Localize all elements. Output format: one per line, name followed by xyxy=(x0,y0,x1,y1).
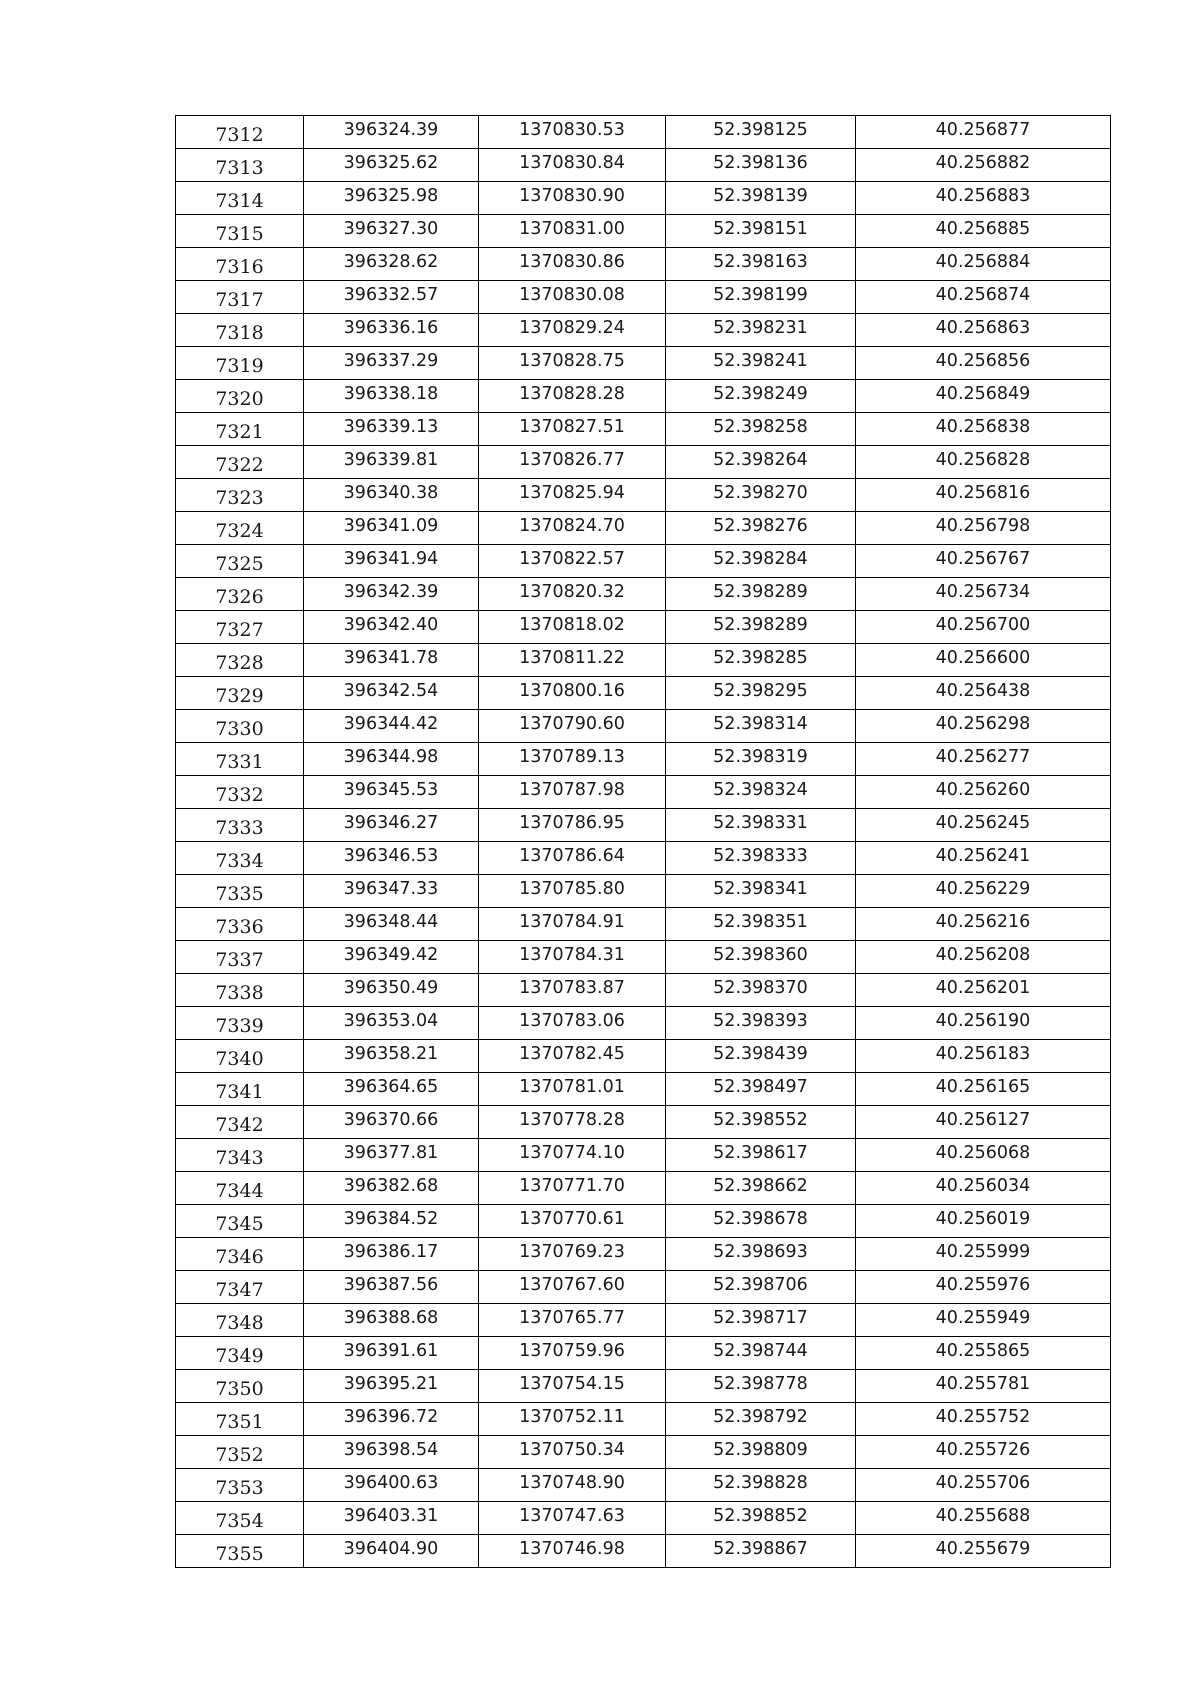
latitude-cell: 52.398295 xyxy=(666,677,856,710)
point-number-cell: 7326 xyxy=(176,578,304,611)
longitude-cell: 40.256201 xyxy=(856,974,1111,1007)
y-coordinate-cell: 1370831.00 xyxy=(479,215,666,248)
y-coordinate-cell: 1370781.01 xyxy=(479,1073,666,1106)
table-row xyxy=(176,1403,1111,1436)
table-row xyxy=(176,248,1111,281)
y-coordinate-cell: 1370765.77 xyxy=(479,1304,666,1337)
longitude-cell: 40.256767 xyxy=(856,545,1111,578)
longitude-cell: 40.256127 xyxy=(856,1106,1111,1139)
table-row xyxy=(176,776,1111,809)
x-coordinate-cell: 396348.44 xyxy=(304,908,479,941)
y-coordinate-cell: 1370767.60 xyxy=(479,1271,666,1304)
table-row xyxy=(176,182,1111,215)
point-number-cell: 7319 xyxy=(176,347,304,380)
x-coordinate-cell: 396337.29 xyxy=(304,347,479,380)
point-number-cell: 7353 xyxy=(176,1469,304,1502)
x-coordinate-cell: 396370.66 xyxy=(304,1106,479,1139)
table-row xyxy=(176,809,1111,842)
latitude-cell: 52.398706 xyxy=(666,1271,856,1304)
table-row xyxy=(176,908,1111,941)
x-coordinate-cell: 396347.33 xyxy=(304,875,479,908)
longitude-cell: 40.256245 xyxy=(856,809,1111,842)
y-coordinate-cell: 1370786.95 xyxy=(479,809,666,842)
x-coordinate-cell: 396328.62 xyxy=(304,248,479,281)
latitude-cell: 52.398809 xyxy=(666,1436,856,1469)
point-number-cell: 7330 xyxy=(176,710,304,743)
y-coordinate-cell: 1370820.32 xyxy=(479,578,666,611)
latitude-cell: 52.398314 xyxy=(666,710,856,743)
point-number-cell: 7318 xyxy=(176,314,304,347)
table-row xyxy=(176,743,1111,776)
table-row xyxy=(176,611,1111,644)
longitude-cell: 40.256882 xyxy=(856,149,1111,182)
y-coordinate-cell: 1370782.45 xyxy=(479,1040,666,1073)
longitude-cell: 40.256068 xyxy=(856,1139,1111,1172)
point-number-cell: 7322 xyxy=(176,446,304,479)
x-coordinate-cell: 396349.42 xyxy=(304,941,479,974)
latitude-cell: 52.398662 xyxy=(666,1172,856,1205)
latitude-cell: 52.398792 xyxy=(666,1403,856,1436)
x-coordinate-cell: 396342.40 xyxy=(304,611,479,644)
table-row xyxy=(176,1535,1111,1568)
point-number-cell: 7317 xyxy=(176,281,304,314)
table-row xyxy=(176,314,1111,347)
latitude-cell: 52.398331 xyxy=(666,809,856,842)
point-number-cell: 7345 xyxy=(176,1205,304,1238)
x-coordinate-cell: 396400.63 xyxy=(304,1469,479,1502)
x-coordinate-cell: 396353.04 xyxy=(304,1007,479,1040)
x-coordinate-cell: 396341.09 xyxy=(304,512,479,545)
table-row xyxy=(176,710,1111,743)
longitude-cell: 40.256260 xyxy=(856,776,1111,809)
y-coordinate-cell: 1370784.31 xyxy=(479,941,666,974)
x-coordinate-cell: 396332.57 xyxy=(304,281,479,314)
latitude-cell: 52.398241 xyxy=(666,347,856,380)
point-number-cell: 7348 xyxy=(176,1304,304,1337)
x-coordinate-cell: 396345.53 xyxy=(304,776,479,809)
latitude-cell: 52.398778 xyxy=(666,1370,856,1403)
longitude-cell: 40.256190 xyxy=(856,1007,1111,1040)
latitude-cell: 52.398319 xyxy=(666,743,856,776)
x-coordinate-cell: 396386.17 xyxy=(304,1238,479,1271)
table-row xyxy=(176,875,1111,908)
point-number-cell: 7323 xyxy=(176,479,304,512)
x-coordinate-cell: 396324.39 xyxy=(304,116,479,149)
x-coordinate-cell: 396391.61 xyxy=(304,1337,479,1370)
latitude-cell: 52.398125 xyxy=(666,116,856,149)
longitude-cell: 40.255706 xyxy=(856,1469,1111,1502)
table-row xyxy=(176,413,1111,446)
y-coordinate-cell: 1370754.15 xyxy=(479,1370,666,1403)
latitude-cell: 52.398199 xyxy=(666,281,856,314)
x-coordinate-cell: 396325.98 xyxy=(304,182,479,215)
y-coordinate-cell: 1370825.94 xyxy=(479,479,666,512)
table-row xyxy=(176,1337,1111,1370)
latitude-cell: 52.398249 xyxy=(666,380,856,413)
longitude-cell: 40.256874 xyxy=(856,281,1111,314)
y-coordinate-cell: 1370828.75 xyxy=(479,347,666,380)
x-coordinate-cell: 396342.39 xyxy=(304,578,479,611)
x-coordinate-cell: 396398.54 xyxy=(304,1436,479,1469)
table-row xyxy=(176,974,1111,1007)
longitude-cell: 40.256798 xyxy=(856,512,1111,545)
point-number-cell: 7333 xyxy=(176,809,304,842)
x-coordinate-cell: 396364.65 xyxy=(304,1073,479,1106)
latitude-cell: 52.398744 xyxy=(666,1337,856,1370)
point-number-cell: 7346 xyxy=(176,1238,304,1271)
x-coordinate-cell: 396395.21 xyxy=(304,1370,479,1403)
table-row xyxy=(176,644,1111,677)
point-number-cell: 7349 xyxy=(176,1337,304,1370)
point-number-cell: 7334 xyxy=(176,842,304,875)
longitude-cell: 40.255781 xyxy=(856,1370,1111,1403)
point-number-cell: 7344 xyxy=(176,1172,304,1205)
table-row xyxy=(176,1040,1111,1073)
longitude-cell: 40.255726 xyxy=(856,1436,1111,1469)
longitude-cell: 40.255679 xyxy=(856,1535,1111,1568)
x-coordinate-cell: 396396.72 xyxy=(304,1403,479,1436)
latitude-cell: 52.398828 xyxy=(666,1469,856,1502)
longitude-cell: 40.256229 xyxy=(856,875,1111,908)
latitude-cell: 52.398717 xyxy=(666,1304,856,1337)
y-coordinate-cell: 1370830.86 xyxy=(479,248,666,281)
table-row xyxy=(176,380,1111,413)
longitude-cell: 40.256734 xyxy=(856,578,1111,611)
point-number-cell: 7336 xyxy=(176,908,304,941)
x-coordinate-cell: 396358.21 xyxy=(304,1040,479,1073)
x-coordinate-cell: 396338.18 xyxy=(304,380,479,413)
point-number-cell: 7313 xyxy=(176,149,304,182)
y-coordinate-cell: 1370770.61 xyxy=(479,1205,666,1238)
y-coordinate-cell: 1370785.80 xyxy=(479,875,666,908)
point-number-cell: 7335 xyxy=(176,875,304,908)
y-coordinate-cell: 1370829.24 xyxy=(479,314,666,347)
latitude-cell: 52.398136 xyxy=(666,149,856,182)
y-coordinate-cell: 1370818.02 xyxy=(479,611,666,644)
latitude-cell: 52.398276 xyxy=(666,512,856,545)
longitude-cell: 40.256034 xyxy=(856,1172,1111,1205)
x-coordinate-cell: 396336.16 xyxy=(304,314,479,347)
x-coordinate-cell: 396404.90 xyxy=(304,1535,479,1568)
table-row xyxy=(176,479,1111,512)
point-number-cell: 7337 xyxy=(176,941,304,974)
y-coordinate-cell: 1370786.64 xyxy=(479,842,666,875)
latitude-cell: 52.398439 xyxy=(666,1040,856,1073)
longitude-cell: 40.256277 xyxy=(856,743,1111,776)
longitude-cell: 40.256438 xyxy=(856,677,1111,710)
point-number-cell: 7340 xyxy=(176,1040,304,1073)
y-coordinate-cell: 1370830.08 xyxy=(479,281,666,314)
point-number-cell: 7329 xyxy=(176,677,304,710)
longitude-cell: 40.256828 xyxy=(856,446,1111,479)
longitude-cell: 40.256208 xyxy=(856,941,1111,974)
latitude-cell: 52.398360 xyxy=(666,941,856,974)
y-coordinate-cell: 1370811.22 xyxy=(479,644,666,677)
point-number-cell: 7331 xyxy=(176,743,304,776)
x-coordinate-cell: 396384.52 xyxy=(304,1205,479,1238)
longitude-cell: 40.256241 xyxy=(856,842,1111,875)
table-row xyxy=(176,1304,1111,1337)
x-coordinate-cell: 396377.81 xyxy=(304,1139,479,1172)
point-number-cell: 7327 xyxy=(176,611,304,644)
table-row xyxy=(176,149,1111,182)
longitude-cell: 40.256216 xyxy=(856,908,1111,941)
point-number-cell: 7324 xyxy=(176,512,304,545)
latitude-cell: 52.398393 xyxy=(666,1007,856,1040)
latitude-cell: 52.398333 xyxy=(666,842,856,875)
longitude-cell: 40.256856 xyxy=(856,347,1111,380)
y-coordinate-cell: 1370827.51 xyxy=(479,413,666,446)
point-number-cell: 7338 xyxy=(176,974,304,1007)
table-row xyxy=(176,1073,1111,1106)
longitude-cell: 40.256298 xyxy=(856,710,1111,743)
latitude-cell: 52.398324 xyxy=(666,776,856,809)
x-coordinate-cell: 396340.38 xyxy=(304,479,479,512)
y-coordinate-cell: 1370750.34 xyxy=(479,1436,666,1469)
x-coordinate-cell: 396344.42 xyxy=(304,710,479,743)
longitude-cell: 40.255688 xyxy=(856,1502,1111,1535)
point-number-cell: 7312 xyxy=(176,116,304,149)
y-coordinate-cell: 1370771.70 xyxy=(479,1172,666,1205)
point-number-cell: 7351 xyxy=(176,1403,304,1436)
y-coordinate-cell: 1370783.87 xyxy=(479,974,666,1007)
y-coordinate-cell: 1370778.28 xyxy=(479,1106,666,1139)
x-coordinate-cell: 396327.30 xyxy=(304,215,479,248)
longitude-cell: 40.256884 xyxy=(856,248,1111,281)
table-row xyxy=(176,1205,1111,1238)
y-coordinate-cell: 1370824.70 xyxy=(479,512,666,545)
table-row xyxy=(176,1502,1111,1535)
latitude-cell: 52.398693 xyxy=(666,1238,856,1271)
table-row xyxy=(176,1370,1111,1403)
point-number-cell: 7315 xyxy=(176,215,304,248)
table-row xyxy=(176,545,1111,578)
longitude-cell: 40.256816 xyxy=(856,479,1111,512)
y-coordinate-cell: 1370746.98 xyxy=(479,1535,666,1568)
latitude-cell: 52.398284 xyxy=(666,545,856,578)
y-coordinate-cell: 1370774.10 xyxy=(479,1139,666,1172)
point-number-cell: 7352 xyxy=(176,1436,304,1469)
y-coordinate-cell: 1370783.06 xyxy=(479,1007,666,1040)
longitude-cell: 40.255999 xyxy=(856,1238,1111,1271)
point-number-cell: 7355 xyxy=(176,1535,304,1568)
y-coordinate-cell: 1370830.53 xyxy=(479,116,666,149)
point-number-cell: 7341 xyxy=(176,1073,304,1106)
latitude-cell: 52.398497 xyxy=(666,1073,856,1106)
y-coordinate-cell: 1370789.13 xyxy=(479,743,666,776)
y-coordinate-cell: 1370830.84 xyxy=(479,149,666,182)
point-number-cell: 7350 xyxy=(176,1370,304,1403)
y-coordinate-cell: 1370752.11 xyxy=(479,1403,666,1436)
longitude-cell: 40.256600 xyxy=(856,644,1111,677)
table-row xyxy=(176,1238,1111,1271)
longitude-cell: 40.255865 xyxy=(856,1337,1111,1370)
latitude-cell: 52.398258 xyxy=(666,413,856,446)
latitude-cell: 52.398151 xyxy=(666,215,856,248)
x-coordinate-cell: 396344.98 xyxy=(304,743,479,776)
longitude-cell: 40.256165 xyxy=(856,1073,1111,1106)
coordinates-table-body xyxy=(176,116,1111,1568)
latitude-cell: 52.398289 xyxy=(666,611,856,644)
point-number-cell: 7332 xyxy=(176,776,304,809)
latitude-cell: 52.398617 xyxy=(666,1139,856,1172)
table-row xyxy=(176,1436,1111,1469)
latitude-cell: 52.398351 xyxy=(666,908,856,941)
table-row xyxy=(176,1271,1111,1304)
latitude-cell: 52.398852 xyxy=(666,1502,856,1535)
longitude-cell: 40.256849 xyxy=(856,380,1111,413)
y-coordinate-cell: 1370784.91 xyxy=(479,908,666,941)
latitude-cell: 52.398552 xyxy=(666,1106,856,1139)
point-number-cell: 7347 xyxy=(176,1271,304,1304)
x-coordinate-cell: 396342.54 xyxy=(304,677,479,710)
point-number-cell: 7342 xyxy=(176,1106,304,1139)
y-coordinate-cell: 1370830.90 xyxy=(479,182,666,215)
point-number-cell: 7343 xyxy=(176,1139,304,1172)
latitude-cell: 52.398264 xyxy=(666,446,856,479)
y-coordinate-cell: 1370800.16 xyxy=(479,677,666,710)
longitude-cell: 40.256019 xyxy=(856,1205,1111,1238)
x-coordinate-cell: 396350.49 xyxy=(304,974,479,1007)
x-coordinate-cell: 396339.81 xyxy=(304,446,479,479)
x-coordinate-cell: 396341.94 xyxy=(304,545,479,578)
latitude-cell: 52.398341 xyxy=(666,875,856,908)
x-coordinate-cell: 396403.31 xyxy=(304,1502,479,1535)
x-coordinate-cell: 396387.56 xyxy=(304,1271,479,1304)
y-coordinate-cell: 1370790.60 xyxy=(479,710,666,743)
longitude-cell: 40.255752 xyxy=(856,1403,1111,1436)
coordinates-table xyxy=(175,115,1111,1568)
longitude-cell: 40.256885 xyxy=(856,215,1111,248)
table-row xyxy=(176,941,1111,974)
table-row xyxy=(176,215,1111,248)
y-coordinate-cell: 1370747.63 xyxy=(479,1502,666,1535)
latitude-cell: 52.398231 xyxy=(666,314,856,347)
latitude-cell: 52.398163 xyxy=(666,248,856,281)
longitude-cell: 40.256883 xyxy=(856,182,1111,215)
latitude-cell: 52.398139 xyxy=(666,182,856,215)
latitude-cell: 52.398678 xyxy=(666,1205,856,1238)
table-row xyxy=(176,1172,1111,1205)
table-row xyxy=(176,1007,1111,1040)
x-coordinate-cell: 396325.62 xyxy=(304,149,479,182)
point-number-cell: 7354 xyxy=(176,1502,304,1535)
table-row xyxy=(176,446,1111,479)
longitude-cell: 40.256863 xyxy=(856,314,1111,347)
x-coordinate-cell: 396346.53 xyxy=(304,842,479,875)
y-coordinate-cell: 1370769.23 xyxy=(479,1238,666,1271)
point-number-cell: 7339 xyxy=(176,1007,304,1040)
latitude-cell: 52.398867 xyxy=(666,1535,856,1568)
latitude-cell: 52.398289 xyxy=(666,578,856,611)
point-number-cell: 7314 xyxy=(176,182,304,215)
table-row xyxy=(176,842,1111,875)
longitude-cell: 40.255976 xyxy=(856,1271,1111,1304)
point-number-cell: 7325 xyxy=(176,545,304,578)
x-coordinate-cell: 396341.78 xyxy=(304,644,479,677)
point-number-cell: 7321 xyxy=(176,413,304,446)
y-coordinate-cell: 1370759.96 xyxy=(479,1337,666,1370)
table-row xyxy=(176,1469,1111,1502)
point-number-cell: 7320 xyxy=(176,380,304,413)
y-coordinate-cell: 1370826.77 xyxy=(479,446,666,479)
table-row xyxy=(176,116,1111,149)
y-coordinate-cell: 1370748.90 xyxy=(479,1469,666,1502)
longitude-cell: 40.256183 xyxy=(856,1040,1111,1073)
table-row xyxy=(176,677,1111,710)
latitude-cell: 52.398270 xyxy=(666,479,856,512)
longitude-cell: 40.255949 xyxy=(856,1304,1111,1337)
longitude-cell: 40.256700 xyxy=(856,611,1111,644)
point-number-cell: 7316 xyxy=(176,248,304,281)
x-coordinate-cell: 396339.13 xyxy=(304,413,479,446)
latitude-cell: 52.398370 xyxy=(666,974,856,1007)
longitude-cell: 40.256877 xyxy=(856,116,1111,149)
y-coordinate-cell: 1370822.57 xyxy=(479,545,666,578)
table-row xyxy=(176,578,1111,611)
table-row xyxy=(176,1106,1111,1139)
x-coordinate-cell: 396382.68 xyxy=(304,1172,479,1205)
table-row xyxy=(176,1139,1111,1172)
latitude-cell: 52.398285 xyxy=(666,644,856,677)
x-coordinate-cell: 396388.68 xyxy=(304,1304,479,1337)
y-coordinate-cell: 1370787.98 xyxy=(479,776,666,809)
y-coordinate-cell: 1370828.28 xyxy=(479,380,666,413)
point-number-cell: 7328 xyxy=(176,644,304,677)
longitude-cell: 40.256838 xyxy=(856,413,1111,446)
table-row xyxy=(176,281,1111,314)
table-row xyxy=(176,347,1111,380)
x-coordinate-cell: 396346.27 xyxy=(304,809,479,842)
table-row xyxy=(176,512,1111,545)
